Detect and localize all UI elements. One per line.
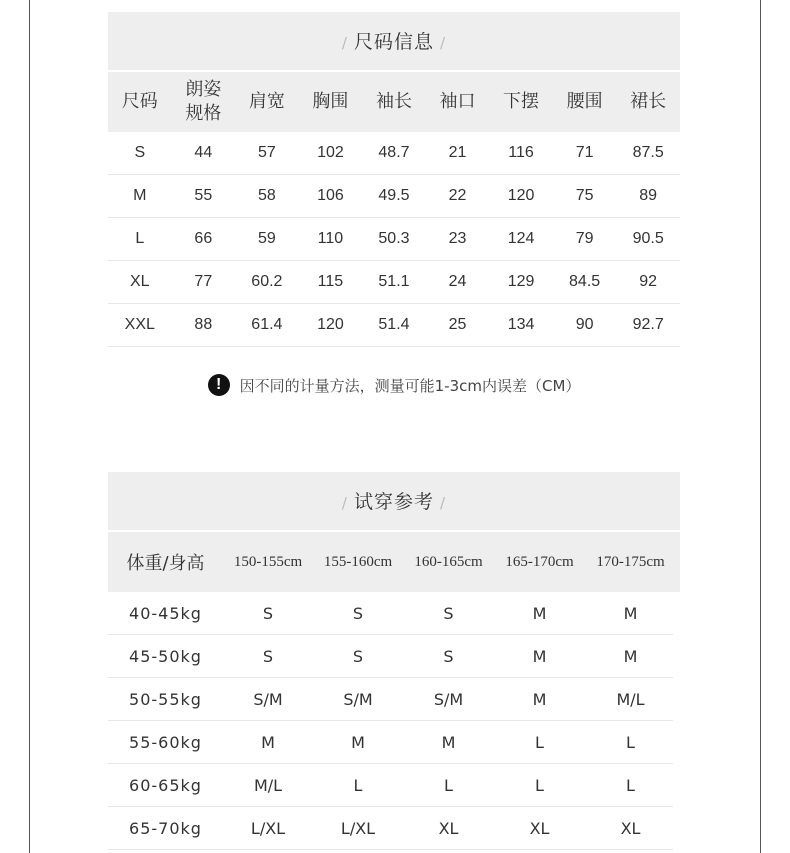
size-header-cell: 尺码	[121, 91, 158, 112]
fit-table-cell: S	[352, 603, 364, 623]
size-table-cell: 92.7	[632, 316, 664, 333]
size-table-cell: 120	[317, 316, 344, 333]
fit-table-cell: M	[441, 732, 456, 752]
size-table-cell: 71	[575, 144, 594, 161]
size-table-cell: 87.5	[632, 144, 664, 161]
fit-table-cell: 55-60kg	[129, 732, 202, 752]
fit-table-cell: M	[532, 646, 547, 666]
fit-table-row	[108, 635, 673, 678]
size-table-cell: 124	[507, 230, 535, 247]
fit-reference-section	[108, 472, 680, 850]
size-table-cell: 116	[508, 144, 534, 161]
fit-table-cell: L	[626, 732, 635, 752]
size-header-cell: 肩宽	[248, 91, 285, 112]
size-header-cell: 袖长	[375, 91, 412, 112]
size-table-cell: M	[133, 187, 147, 204]
size-header-cell: 朗姿 规格	[185, 79, 222, 124]
size-table-cell: 66	[194, 230, 213, 247]
fit-table-cell: XL	[529, 818, 550, 838]
size-table-cell: 48.7	[378, 144, 410, 161]
fit-table-cell: S	[443, 603, 454, 623]
size-table-cell: 88	[194, 316, 213, 333]
fit-table-cell: 60-65kg	[129, 775, 202, 795]
size-table-cell: 22	[448, 187, 467, 204]
size-info-title-text: 尺码信息	[353, 31, 434, 53]
size-header-cell: 腰围	[566, 91, 603, 112]
size-table-cell: 92	[639, 273, 658, 290]
fit-table-cell: M	[532, 689, 547, 709]
fit-header-cell: 170-175cm	[596, 553, 665, 570]
size-table-cell: 21	[448, 144, 467, 161]
fit-table-row	[108, 721, 673, 764]
size-table-cell: 23	[448, 230, 467, 247]
fit-header-cell: 165-170cm	[505, 553, 574, 570]
fit-table-cell: 40-45kg	[129, 603, 202, 623]
size-table-cell: S	[134, 144, 146, 161]
size-info-title: / 尺码信息 /	[108, 12, 680, 70]
size-table-cell: 90	[575, 316, 594, 333]
size-table-cell: 51.1	[378, 273, 410, 290]
size-table-cell: 79	[575, 230, 594, 247]
fit-table-cell: 45-50kg	[129, 646, 202, 666]
fit-table-row	[108, 764, 673, 807]
size-table-row	[108, 132, 680, 175]
fit-table-cell: M	[623, 603, 638, 623]
fit-table-cell: M	[351, 732, 365, 752]
size-table-cell: 134	[507, 316, 535, 333]
fit-table-cell: L	[444, 775, 453, 795]
size-table-cell: 59	[257, 230, 276, 247]
size-table-cell: 60.2	[251, 273, 283, 290]
size-header-cell: 胸围	[312, 91, 349, 112]
size-table-row	[108, 175, 680, 218]
fit-table-row	[108, 807, 673, 850]
fit-table-cell: L/XL	[250, 818, 286, 838]
fit-table-body	[108, 592, 680, 850]
size-table-cell: 77	[194, 273, 213, 290]
fit-table-cell: S/M	[433, 689, 464, 709]
fit-table-cell: M	[261, 732, 275, 752]
size-table-header	[108, 70, 680, 132]
size-table-cell: XXL	[124, 316, 155, 333]
page-right-border	[760, 0, 761, 853]
size-table-cell: 57	[257, 144, 276, 161]
size-table-cell: 115	[317, 273, 344, 290]
fit-header-cell: 150-155cm	[233, 553, 303, 570]
fit-table-cell: S	[352, 646, 364, 666]
size-table-row	[108, 218, 680, 261]
size-table-row	[108, 304, 680, 347]
size-table-cell: XL	[129, 273, 150, 290]
fit-table-cell: M/L	[616, 689, 645, 709]
fit-table-header	[108, 530, 680, 592]
fit-table-cell: M	[623, 646, 638, 666]
size-table-cell: 44	[194, 144, 213, 161]
fit-header-cell: 155-160cm	[323, 553, 393, 570]
fit-reference-title: / 试穿参考 /	[108, 472, 680, 530]
size-info-section	[108, 12, 680, 347]
size-table-cell: 75	[575, 187, 594, 204]
fit-header-cell: 160-165cm	[414, 553, 483, 570]
size-header-cell: 袖口	[439, 91, 476, 112]
fit-table-cell: XL	[438, 818, 459, 838]
fit-table-cell: L	[535, 775, 544, 795]
fit-table-cell: S/M	[343, 689, 373, 709]
fit-table-cell: 65-70kg	[129, 818, 202, 838]
fit-table-cell: S	[262, 646, 274, 666]
fit-table-cell: S	[262, 603, 274, 623]
size-header-cell: 下摆	[503, 91, 540, 112]
size-table-cell: 89	[639, 187, 658, 204]
size-table-cell: 55	[194, 187, 213, 204]
fit-table-cell: L	[353, 775, 363, 795]
size-table-cell: 24	[448, 273, 467, 290]
fit-table-cell: L	[626, 775, 635, 795]
fit-table-cell: XL	[620, 818, 641, 838]
size-table-cell: 129	[507, 273, 535, 290]
fit-table-cell: L	[535, 732, 544, 752]
size-table-cell: 120	[507, 187, 535, 204]
size-table-cell: 25	[448, 316, 467, 333]
size-table-cell: 61.4	[251, 316, 283, 333]
measurement-note-text: 因不同的计量方法，测量可能1-3cm内误差（CM）	[239, 376, 581, 395]
fit-table-cell: L/XL	[340, 818, 376, 838]
measurement-note	[108, 374, 680, 396]
fit-table-cell: M/L	[253, 775, 283, 795]
fit-table-cell: M	[532, 603, 547, 623]
fit-table-cell: S	[443, 646, 454, 666]
size-table-cell: 58	[257, 187, 276, 204]
fit-table-row	[108, 592, 673, 635]
size-table-cell: L	[135, 230, 145, 247]
size-table-cell: 84.5	[569, 273, 601, 290]
size-table-cell: 51.4	[378, 316, 410, 333]
page-left-border	[29, 0, 30, 853]
fit-table-row	[108, 678, 673, 721]
size-table-cell: 102	[317, 144, 344, 161]
size-table-cell: 106	[317, 187, 344, 204]
size-table-cell: 49.5	[378, 187, 410, 204]
size-table-cell: 110	[317, 230, 344, 247]
fit-reference-title-text: 试穿参考	[353, 491, 434, 513]
fit-header-cell: 体重/身高	[126, 553, 205, 574]
fit-table-cell: 50-55kg	[129, 689, 202, 709]
fit-table-cell: S/M	[253, 689, 283, 709]
size-table-body	[108, 132, 680, 347]
size-table-cell: 90.5	[632, 230, 664, 247]
size-table-cell: 50.3	[378, 230, 410, 247]
exclamation-icon: !	[208, 374, 230, 396]
size-table-row	[108, 261, 680, 304]
size-header-cell: 裙长	[630, 91, 667, 112]
